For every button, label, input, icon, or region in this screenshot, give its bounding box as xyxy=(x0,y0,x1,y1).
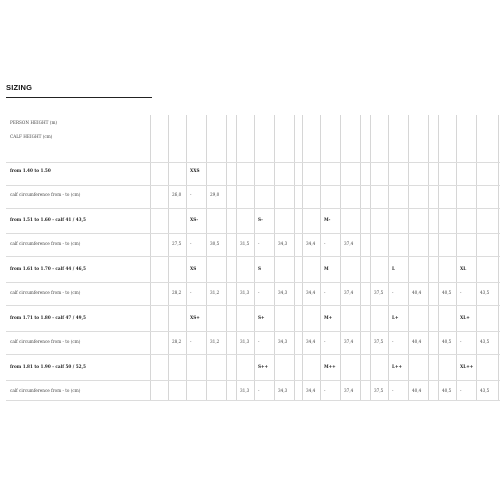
measurement-cell: 31,5 xyxy=(240,241,250,246)
row-divider xyxy=(6,185,500,186)
height-range-label: from 1.40 to 1.50 xyxy=(10,168,51,173)
measurement-cell: 40,5 xyxy=(442,339,452,344)
column-divider xyxy=(150,115,151,400)
size-cell: M- xyxy=(324,217,331,222)
measurement-cell: 34,4 xyxy=(306,290,316,295)
measurement-cell: 30,5 xyxy=(210,241,220,246)
measurement-cell: 40,4 xyxy=(412,339,422,344)
row-divider xyxy=(6,282,500,283)
row-divider xyxy=(6,305,500,306)
size-cell: XS- xyxy=(190,217,199,222)
measurement-cell: 31,3 xyxy=(240,388,250,393)
row-divider xyxy=(6,208,500,209)
column-divider xyxy=(370,115,371,400)
measurement-cell: - xyxy=(460,290,462,295)
measurement-cell: - xyxy=(258,339,260,344)
measurement-cell: 43,5 xyxy=(480,290,490,295)
measurement-cell: 40,5 xyxy=(442,290,452,295)
measurement-cell: 37,5 xyxy=(374,339,384,344)
measurement-cell: - xyxy=(392,339,394,344)
height-range-label: from 1.61 to 1.70 - calf 44 / 46,5 xyxy=(10,266,86,271)
measurement-cell: 31,3 xyxy=(240,339,250,344)
row-divider xyxy=(6,162,500,163)
measurement-cell: 37,5 xyxy=(374,388,384,393)
measurement-cell: 40,4 xyxy=(412,388,422,393)
row-divider xyxy=(6,400,500,401)
row-divider xyxy=(6,256,500,257)
column-divider xyxy=(274,115,275,400)
column-divider xyxy=(438,115,439,400)
size-cell: L++ xyxy=(392,364,402,369)
calf-circumference-label: calf circumference from - to (cm) xyxy=(10,192,81,197)
column-divider xyxy=(254,115,255,400)
column-divider xyxy=(456,115,457,400)
calf-circumference-label: calf circumference from - to (cm) xyxy=(10,241,81,246)
size-cell: XL++ xyxy=(460,364,474,369)
measurement-cell: 40,5 xyxy=(442,388,452,393)
measurement-cell: 34,4 xyxy=(306,388,316,393)
measurement-cell: 28,2 xyxy=(172,339,182,344)
measurement-cell: 27,5 xyxy=(172,241,182,246)
column-divider xyxy=(388,115,389,400)
column-divider xyxy=(302,115,303,400)
column-divider xyxy=(408,115,409,400)
size-cell: S+ xyxy=(258,315,265,320)
height-range-label: from 1.51 to 1.60 - calf 41 / 43,5 xyxy=(10,217,86,222)
column-divider xyxy=(320,115,321,400)
measurement-cell: 26,0 xyxy=(172,192,182,197)
column-divider xyxy=(428,115,429,400)
column-divider xyxy=(206,115,207,400)
measurement-cell: - xyxy=(324,339,326,344)
calf-circumference-label: calf circumference from - to (cm) xyxy=(10,388,81,393)
size-cell: S xyxy=(258,266,262,271)
measurement-cell: 43,5 xyxy=(480,388,490,393)
size-cell: XL+ xyxy=(460,315,470,320)
measurement-cell: 34,4 xyxy=(306,339,316,344)
measurement-cell: 34,3 xyxy=(278,290,288,295)
row-divider xyxy=(6,380,500,381)
measurement-cell: 43,5 xyxy=(480,339,490,344)
size-cell: M++ xyxy=(324,364,336,369)
row-divider xyxy=(6,354,500,355)
measurement-cell: 37,4 xyxy=(344,241,354,246)
column-divider xyxy=(294,115,295,400)
measurement-cell: 28,2 xyxy=(172,290,182,295)
size-cell: XS+ xyxy=(190,315,200,320)
calf-circumference-label: calf circumference from - to (cm) xyxy=(10,290,81,295)
measurement-cell: - xyxy=(190,339,192,344)
measurement-cell: - xyxy=(324,290,326,295)
measurement-cell: - xyxy=(324,388,326,393)
measurement-cell: 31,3 xyxy=(240,290,250,295)
measurement-cell: - xyxy=(324,241,326,246)
measurement-cell: 31,2 xyxy=(210,339,220,344)
size-cell: M xyxy=(324,266,329,271)
header-calf-height: CALF HEIGHT (cm) xyxy=(10,134,53,139)
column-divider xyxy=(186,115,187,400)
measurement-cell: 37,4 xyxy=(344,388,354,393)
column-divider xyxy=(226,115,227,400)
column-divider xyxy=(476,115,477,400)
measurement-cell: 37,4 xyxy=(344,339,354,344)
measurement-cell: - xyxy=(258,388,260,393)
measurement-cell: - xyxy=(258,290,260,295)
page-title: SIZING xyxy=(6,83,33,92)
size-cell: S- xyxy=(258,217,263,222)
measurement-cell: 29,0 xyxy=(210,192,220,197)
measurement-cell: 34,4 xyxy=(306,241,316,246)
measurement-cell: 37,4 xyxy=(344,290,354,295)
size-cell: XS xyxy=(190,266,197,271)
column-divider xyxy=(236,115,237,400)
measurement-cell: - xyxy=(190,290,192,295)
measurement-cell: - xyxy=(258,241,260,246)
height-range-label: from 1.81 to 1.90 - calf 50 / 52,5 xyxy=(10,364,86,369)
column-divider xyxy=(168,115,169,400)
measurement-cell: 31,2 xyxy=(210,290,220,295)
measurement-cell: - xyxy=(190,192,192,197)
header-person-height: PERSON HEIGHT (m) xyxy=(10,120,58,125)
calf-circumference-label: calf circumference from - to (cm) xyxy=(10,339,81,344)
column-divider xyxy=(498,115,499,400)
measurement-cell: - xyxy=(190,241,192,246)
measurement-cell: 34,3 xyxy=(278,241,288,246)
measurement-cell: 37,5 xyxy=(374,290,384,295)
row-divider xyxy=(6,331,500,332)
measurement-cell: - xyxy=(460,388,462,393)
measurement-cell: 40,4 xyxy=(412,290,422,295)
measurement-cell: 34,3 xyxy=(278,339,288,344)
size-cell: L+ xyxy=(392,315,399,320)
size-cell: XXS xyxy=(190,168,200,173)
size-cell: S++ xyxy=(258,364,269,369)
size-cell: M+ xyxy=(324,315,333,320)
height-range-label: from 1.71 to 1.80 - calf 47 / 49,5 xyxy=(10,315,86,320)
measurement-cell: - xyxy=(392,388,394,393)
row-divider xyxy=(6,233,500,234)
size-cell: L xyxy=(392,266,395,271)
measurement-cell: - xyxy=(460,339,462,344)
column-divider xyxy=(340,115,341,400)
column-divider xyxy=(360,115,361,400)
size-cell: XL xyxy=(460,266,467,271)
measurement-cell: 34,3 xyxy=(278,388,288,393)
measurement-cell: - xyxy=(392,290,394,295)
